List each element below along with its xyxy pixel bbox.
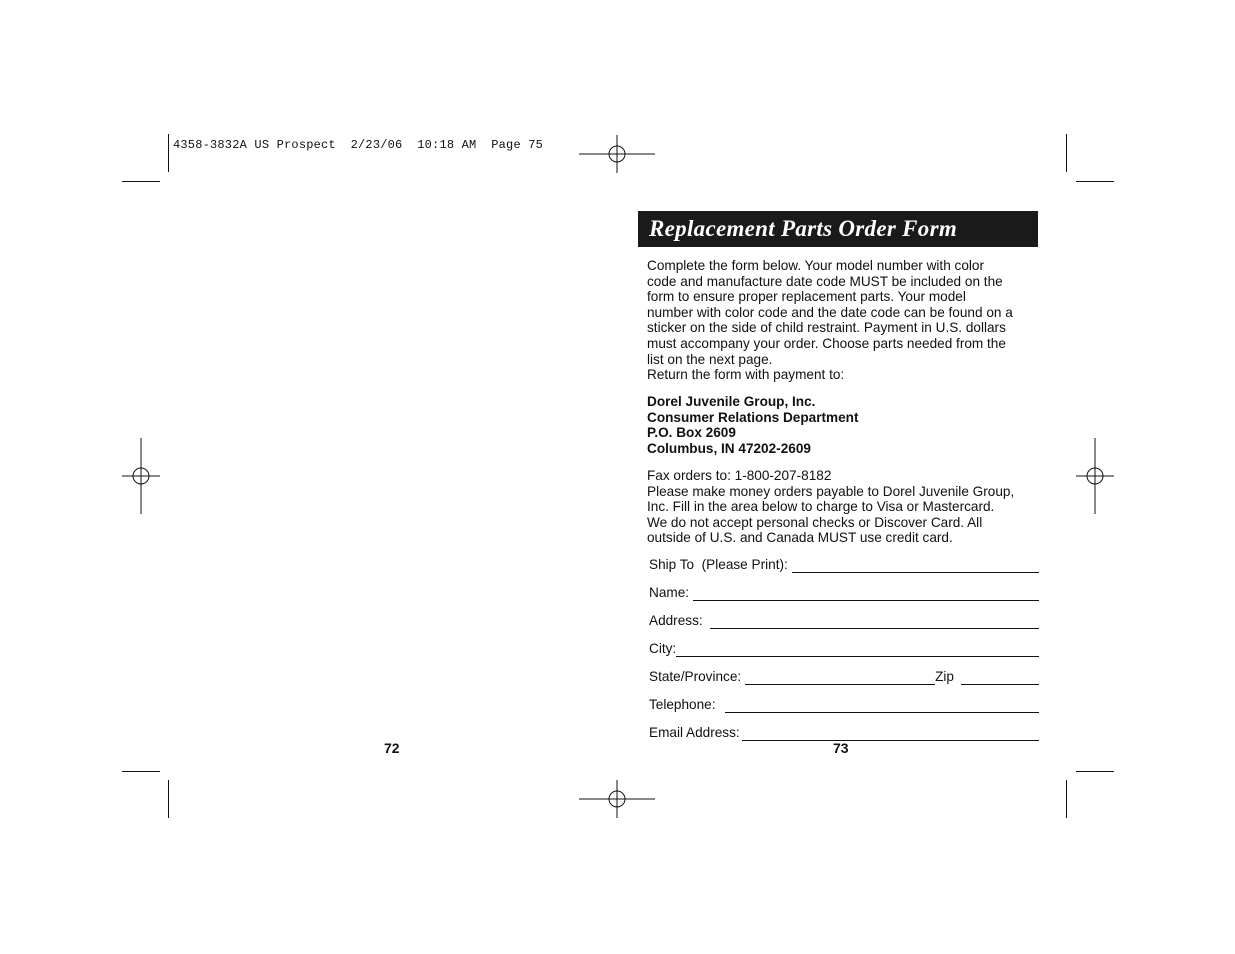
ship-to-label: Ship To (Please Print): (649, 557, 788, 572)
address-blank[interactable] (710, 615, 1039, 629)
telephone-field[interactable] (649, 695, 1039, 713)
page-title: Replacement Parts Order Form (649, 216, 958, 241)
ship-to-field[interactable] (649, 555, 1039, 573)
state-blank[interactable] (745, 671, 935, 685)
city-label: City: (649, 641, 677, 656)
email-label: Email Address: (649, 725, 740, 740)
address-field[interactable] (649, 611, 1039, 629)
intro-line: number with color code and the date code can be found on a (647, 304, 1013, 320)
fax-line: Please make money orders payable to Dorel Juvenile Group, (647, 483, 1015, 499)
crop-mark-top-right-horizontal (1076, 181, 1114, 182)
intro-line: form to ensure proper replacement parts. Your model (647, 289, 966, 305)
address-label: Address: (649, 613, 703, 628)
email-field[interactable] (649, 723, 1039, 741)
name-label: Name: (649, 585, 690, 600)
intro-line: Complete the form below. Your model number with color (647, 258, 984, 273)
zip-blank[interactable] (961, 671, 1039, 685)
name-field[interactable] (649, 583, 1039, 601)
crop-mark-bottom-right-vertical (1066, 780, 1067, 818)
intro-line: list on the next page. (647, 351, 773, 367)
fax-line: Fax orders to: 1-800-207-8182 (647, 468, 832, 483)
intro-paragraph (647, 258, 1039, 383)
fax-line: outside of U.S. and Canada MUST use credit card. (647, 530, 953, 546)
crop-mark-top-left-horizontal (122, 181, 160, 182)
fax-line: Inc. Fill in the area below to charge to Visa or Mastercard. (647, 499, 995, 515)
crop-mark-top-left-vertical (168, 134, 169, 172)
mailing-address (647, 394, 1039, 456)
registration-mark-right (1076, 438, 1114, 514)
address-line: Dorel Juvenile Group, Inc. (647, 394, 816, 409)
page-title-bar (638, 211, 1038, 247)
page-number-right: 73 (833, 740, 849, 756)
crop-mark-bottom-left-vertical (168, 780, 169, 818)
crop-mark-bottom-right-horizontal (1076, 771, 1114, 772)
telephone-blank[interactable] (725, 699, 1039, 713)
address-line: Consumer Relations Department (647, 409, 859, 425)
zip-label: Zip (935, 669, 954, 684)
ship-to-blank[interactable] (792, 559, 1039, 573)
intro-line: code and manufacture date code MUST be included on the (647, 273, 1003, 289)
email-blank[interactable] (742, 727, 1039, 741)
page-number-left: 72 (384, 740, 400, 756)
crop-mark-top-right-vertical (1066, 134, 1067, 172)
registration-mark-top (579, 135, 655, 173)
address-line: Columbus, IN 47202-2609 (647, 440, 811, 456)
state-label: State/Province: (649, 669, 742, 684)
print-slug-line: 4358-3832A US Prospect 2/23/06 10:18 AM Page 75 (173, 138, 544, 152)
intro-line: must accompany your order. Choose parts needed from the (647, 335, 1006, 351)
intro-line: Return the form with payment to: (647, 367, 845, 383)
city-field[interactable] (649, 639, 1039, 657)
city-blank[interactable] (676, 643, 1039, 657)
registration-mark-bottom (579, 780, 655, 818)
name-blank[interactable] (693, 587, 1039, 601)
registration-mark-left (122, 438, 160, 514)
telephone-label: Telephone: (649, 697, 716, 712)
address-line: P.O. Box 2609 (647, 425, 736, 441)
fax-line: We do not accept personal checks or Discover Card. All (647, 514, 983, 530)
intro-line: sticker on the side of child restraint. Payment in U.S. dollars (647, 320, 1006, 336)
crop-mark-bottom-left-horizontal (122, 771, 160, 772)
state-zip-field[interactable] (649, 667, 1039, 685)
fax-payment-info (647, 468, 1039, 546)
